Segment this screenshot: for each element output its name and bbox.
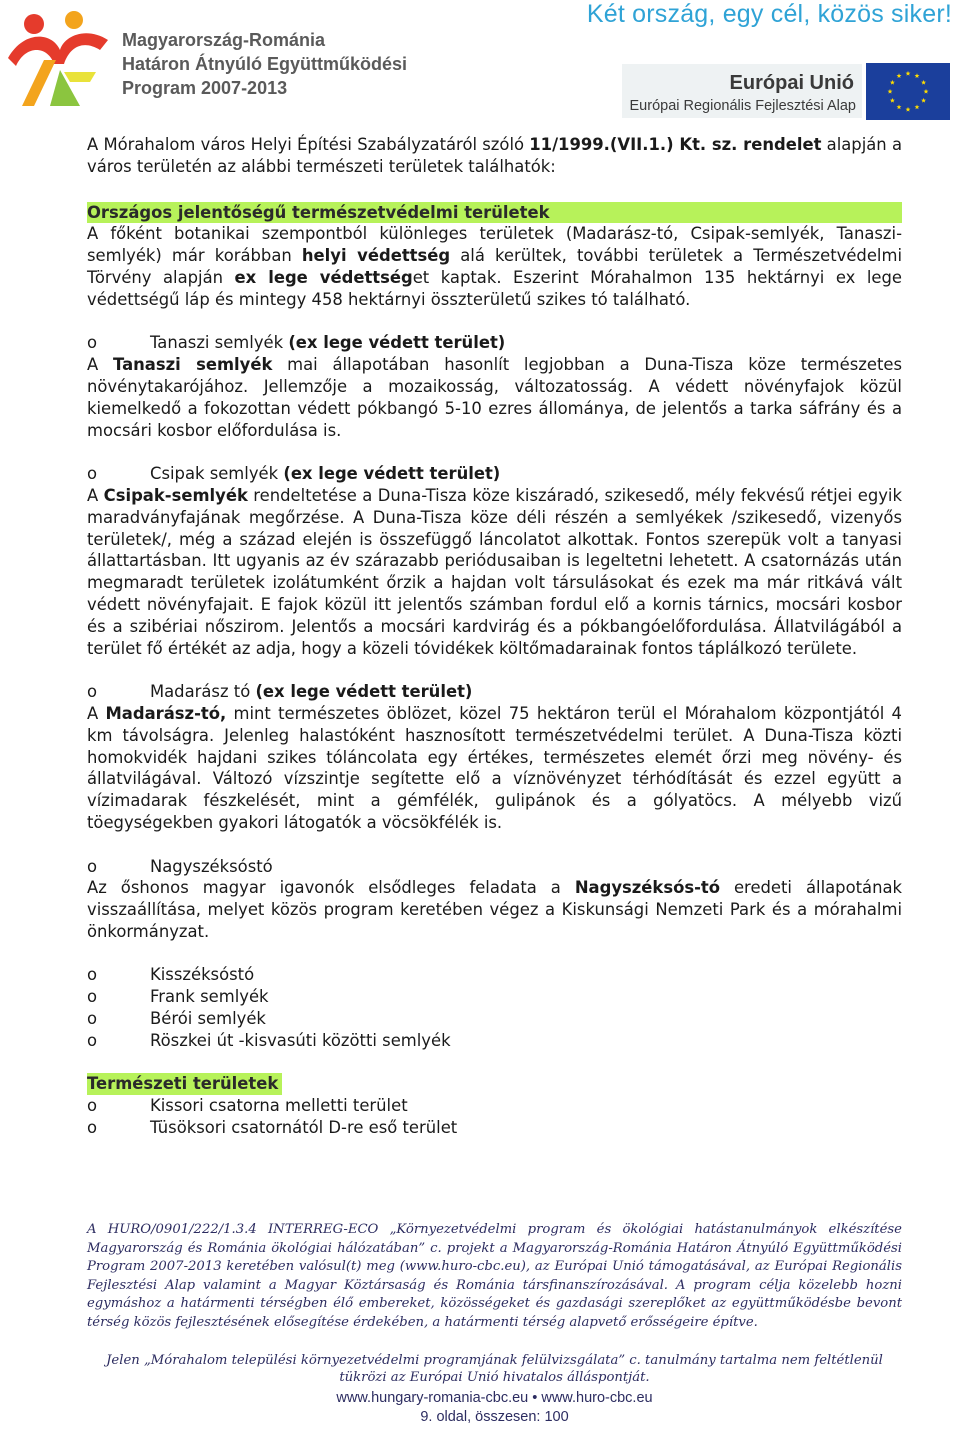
bullet-icon: o <box>87 987 98 1007</box>
text: A <box>87 355 114 375</box>
text: rendeltetése a Duna-Tisza köze kiszáradó, szikesedő, mély fekvésű rétjei egyik maradványfajának megőrzése. A Duna-Tisza köze déli részén a semlyékek /szikesedő, vizenyős területek/, még a század elején is összefüggő láncolatot alkottak. Fontos szerepük volt a tanyasi állattartásban. Itt ugyanis az év szárazabb periódusaiban is legeltetni lehetett. A csatornázás után megmaradt területek izolátumként őrzik a hajdan volt társulásokat és ezek ma már ritkává vált védett növényfajait. E fajok közül itt jelentős számban fordul elő a kornis tárnics, mocsári kosbor és a szibériai nőszirom. Jelentős a mocsári kardvirág és a pókbangóelőfordulása. Állatvilágából a terület fő értékét az adja, hogy a közeli tóvidékek költőmadarainak fontos táplálkozó területe. <box>87 485 902 658</box>
list-item <box>87 964 902 986</box>
area-name: Csipak semlyék <box>150 464 284 484</box>
program-line-3: Program 2007-2013 <box>122 78 288 98</box>
madarasz-paragraph <box>87 703 902 834</box>
eu-flag-icon <box>866 63 950 120</box>
bullet-icon: o <box>87 464 98 484</box>
area-name: Tanaszi semlyék <box>150 333 289 353</box>
list-item <box>87 1030 902 1052</box>
list-item-label: Bérói semlyék <box>150 1009 266 1029</box>
program-line-2: Határon Átnyúló Együttműködési <box>122 54 408 74</box>
project-footnote: A HURO/0901/222/1.3.4 INTERREG-ECO „Környezetvédelmi program és ökológiai hatástanulmányok elkészítése Magyarország és Románia ökológiai hálózatában” c. projekt a Magyarország-Románia Határon Átnyúló Együttműködési Program 2007-2013 keretében valósul(t) meg (www.huro-cbc.eu), az Európai Unió támogatásával, az Európai Regionális Fejlesztési Alap valamint a Magyar Köztársaság és Románia társfinanszírozásával. A program célja közelebb hozni egymáshoz a határmenti térségben élő embereket, közösségeket és gazdasági szereplőket az együttműködésbe bevont térség közös fejlesztésének elősegítése érdekében, a határmenti térség alapvető erősségeire építve. <box>87 1222 902 1330</box>
list-item-label: Kissori csatorna melletti terület <box>150 1096 408 1116</box>
eu-title: Európai Unió <box>729 72 854 94</box>
page-number: 9. oldal, összesen: 100 <box>420 1409 569 1425</box>
list-item-label: Frank semlyék <box>150 987 269 1007</box>
national-paragraph <box>87 223 902 310</box>
bullet-icon: o <box>87 682 98 702</box>
document-body <box>87 134 902 1139</box>
csipak-paragraph <box>87 485 902 659</box>
hu-ro-cooperation-logo <box>4 10 116 110</box>
national-bold-1: helyi védettség <box>301 246 451 266</box>
national-areas-heading: Országos jelentőségű természetvédelmi területek <box>87 202 902 224</box>
nagyszek-paragraph <box>87 877 902 942</box>
text: A <box>87 485 104 505</box>
page-header <box>0 0 960 125</box>
bold-term: Nagyszéksós-tó <box>574 878 720 898</box>
bullet-icon: o <box>87 1009 98 1029</box>
area-status: (ex lege védett terület) <box>255 682 473 702</box>
intro-text: A Mórahalom város Helyi Építési Szabályzatáról szóló <box>87 135 530 154</box>
csipak-heading <box>87 463 902 485</box>
list-item <box>87 1095 902 1117</box>
footer-links: www.hungary-romania-cbc.eu • www.huro-cbc.eu <box>336 1390 653 1406</box>
text: eredeti állapotának visszaállítása, melyet közös program keretében végez a Kiskunsági Nemzeti Park és a mórahalmi önkormányzat. <box>87 878 902 941</box>
bullet-icon: o <box>87 1118 98 1138</box>
slogan: Két ország, egy cél, közös siker! <box>586 0 952 28</box>
area-name: Madarász tó <box>150 682 256 702</box>
intro-text-end: alapján a város területén az alábbi természeti területek találhatók: <box>87 135 902 176</box>
national-bold-2: ex lege védettség <box>234 267 413 287</box>
eu-subtitle: Európai Regionális Fejlesztési Alap <box>629 98 856 114</box>
text: Az őshonos magyar igavonók elsődleges feladata a <box>87 878 575 898</box>
intro-paragraph <box>87 134 902 178</box>
area-name: Nagyszéksóstó <box>150 856 273 876</box>
program-line-1: Magyarország-Románia <box>122 30 326 50</box>
disclaimer: Jelen „Mórahalom települési környezetvédelmi programjának felülvizsgálata” c. tanulmány tartalma nem feltétlenül tükrözi az Európai Unió hivatalos álláspontját. <box>106 1353 883 1385</box>
national-text-2: alá kerültek, további területek a Természetvédelmi Törvény alapján <box>87 246 902 287</box>
area-status: (ex lege védett terület) <box>283 464 501 484</box>
bullet-icon: o <box>87 1030 98 1050</box>
other-areas-list <box>87 964 902 1051</box>
tanaszi-heading <box>87 332 902 354</box>
eu-label <box>618 72 856 114</box>
list-item <box>87 1117 902 1139</box>
list-item-label: Röszkei út -kisvasúti közötti semlyék <box>150 1030 451 1050</box>
bold-term: Madarász-tó, <box>105 703 227 723</box>
nagyszek-heading <box>87 856 902 878</box>
bullet-icon: o <box>87 856 98 876</box>
list-item-label: Tüsöksori csatornától D-re eső terület <box>150 1118 458 1138</box>
natural-areas-heading: Természeti területek <box>87 1073 282 1095</box>
program-name <box>122 28 407 100</box>
text: mint természetes öblözet, közel 75 hektáron terül el Mórahalom központjától 4 km távolságra. Jelenleg halastóként hasznosított természetvédelmi terület. A Duna-Tisza közti homokvidék hajdani szikes tóláncolata egy értékes, természetes elemét őrzi meg növény- és állatvilágával. Változó vízszintje segítette elő a víznövényzet térhódítását és ezzel együtt a vízimadarak fészkelését, mint a gémfélék, gulipánok és a gólyatöcs. A mélyebb vizű töegységekben gyakori látogatók a vöcsökfélék is. <box>87 703 902 832</box>
text: A <box>87 703 106 723</box>
natural-areas-list <box>87 1095 902 1139</box>
bullet-icon: o <box>87 1096 98 1116</box>
bullet-icon: o <box>87 965 98 985</box>
list-item-label: Kisszéksóstó <box>150 965 255 985</box>
text: mai állapotában hasonlít legjobban a Duna-Tisza köze természetes növénytakarójához. Jellemzője a mozaikosság, változatosság. A védett növényfajok közül kiemelkedő a fokozottan védett pókbangó 5-10 ezres állománya, de jelentős a tarka sáfrány és a mocsári kosbor előfordulása is. <box>87 355 902 440</box>
bold-term: Csipak-semlyék <box>103 485 248 505</box>
area-status: (ex lege védett terület) <box>288 333 506 353</box>
bold-term: Tanaszi semlyék <box>113 355 273 375</box>
national-text-3: et kaptak. Eszerint Mórahalmon 135 hektárnyi ex lege védettségű láp és mintegy 458 hektárnyi összterületű szikes tó található. <box>87 267 902 309</box>
list-item <box>87 986 902 1008</box>
tanaszi-paragraph <box>87 354 902 441</box>
bullet-icon: o <box>87 333 98 353</box>
regulation-ref: 11/1999.(VII.1.) Kt. sz. rendelet <box>529 135 822 154</box>
madarasz-heading <box>87 681 902 703</box>
list-item <box>87 1008 902 1030</box>
national-text-1: A főként botanikai szempontból különleges területek (Madarász-tó, Csipak-semlyék, Tanaszi-semlyék) már korábban <box>87 224 902 266</box>
